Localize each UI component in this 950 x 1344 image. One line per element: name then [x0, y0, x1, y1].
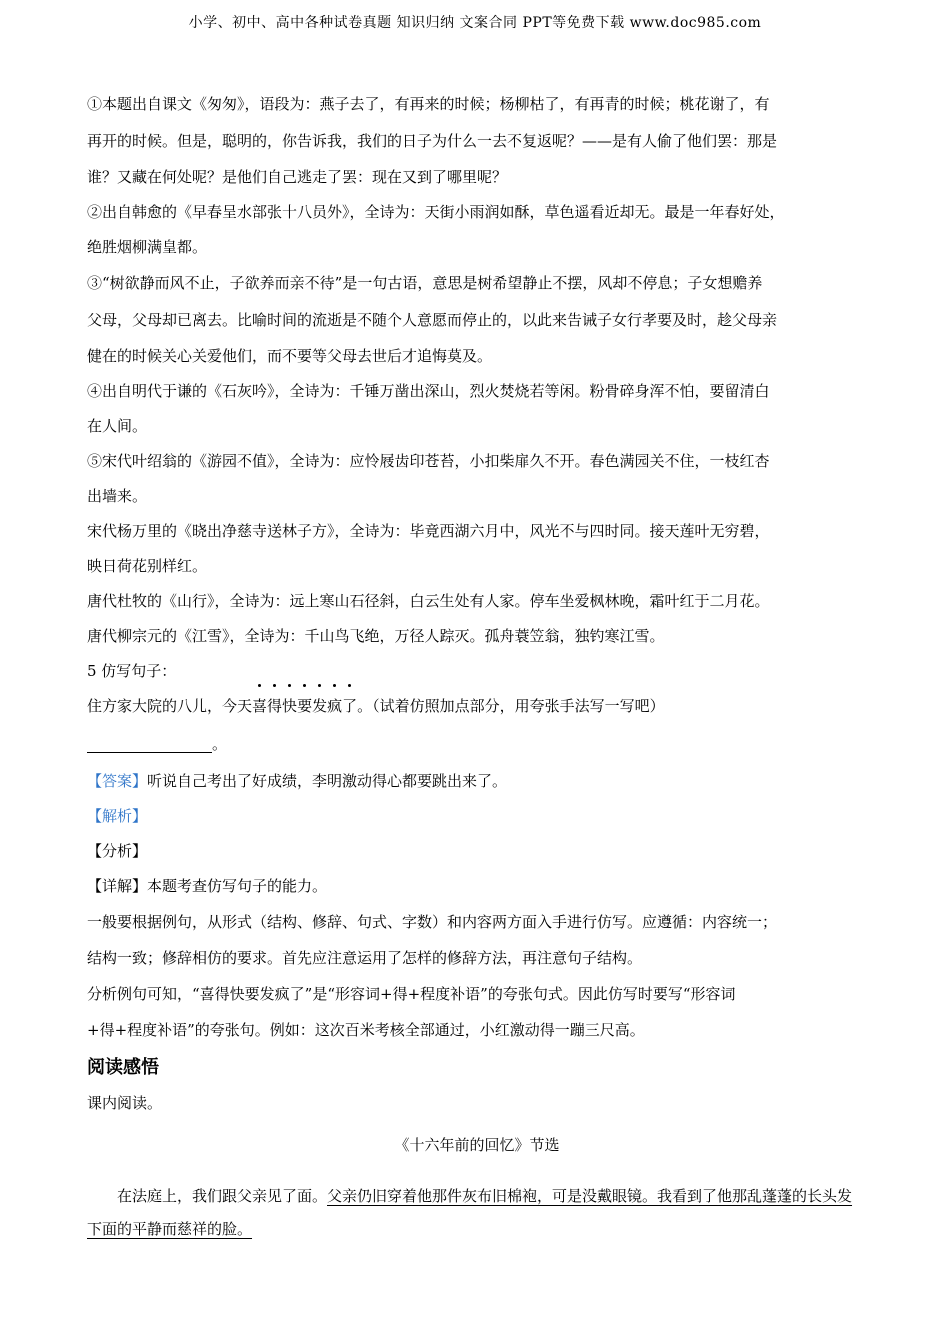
- dotted-char: 疯: [327, 689, 342, 724]
- fenxi-line: 【分析】: [87, 842, 148, 860]
- text-line: ①本题出自课文《匆匆》，语段为：燕子去了，有再来的时候；杨柳枯了，有再青的时候；桃花谢了，有: [87, 95, 770, 113]
- explanation-line: 结构一致；修辞相仿的要求。首先应注意运用了怎样的修辞方法，再注意句子结构。: [87, 949, 643, 967]
- text-line: 唐代柳宗元的《江雪》，全诗为：千山鸟飞绝，万径人踪灭。孤舟蓑笠翁，独钓寒江雪。: [87, 627, 665, 645]
- explanation-line: 一般要根据例句，从形式（结构、修辞、句式、字数）和内容两方面入手进行仿写。应遵循：内容统一；: [87, 913, 778, 931]
- dotted-char: 快: [282, 689, 297, 724]
- text-line: 宋代杨万里的《晓出净慈寺送林子方》，全诗为：毕竟西湖六月中，风光不与四时同。接天莲叶无穷碧，: [87, 522, 770, 540]
- detail-line: [87, 869, 867, 904]
- question-title: 5 仿写句子：: [87, 662, 177, 680]
- dotted-char: 喜: [252, 689, 267, 724]
- explanation-line: +得+程度补语”的夸张句。例如：这次百米考核全部通过，小红激动得一蹦三尺高。: [87, 1021, 645, 1039]
- explanation-line: 分析例句可知，“喜得快要发疯了”是“形容词+得+程度补语”的夸张句式。因此仿写时要写“形容词: [87, 985, 736, 1003]
- dotted-char: 发: [312, 689, 327, 724]
- analysis-tag: 【解析】: [87, 807, 148, 825]
- text-line: ③“树欲静而风不止，子欲养而亲不待”是一句古语，意思是树希望静止不摆，风却不停息；子女想赡养: [87, 274, 763, 292]
- text-line: 再开的时候。但是，聪明的，你告诉我，我们的日子为什么一去不复返呢？——是有人偷了他们罢：那是: [87, 132, 778, 150]
- analysis-tag-line: [87, 799, 867, 834]
- section-title: 阅读感悟: [87, 1057, 159, 1078]
- passage-plain-text: 在法庭上，我们跟父亲见了面。: [117, 1187, 328, 1205]
- detail-tag: 【详解】: [87, 877, 148, 895]
- sentence-end: 。（试着仿照加点部分，用夸张手法写一写吧）: [357, 697, 665, 715]
- sentence-start: 住方家大院的八儿，今天: [87, 697, 253, 715]
- passage-title: 《十六年前的回忆》节选: [394, 1136, 560, 1154]
- dotted-char: 了: [342, 689, 357, 724]
- dotted-char: 得: [267, 689, 282, 724]
- text-line: 绝胜烟柳满皇都。: [87, 238, 208, 256]
- dotted-char: 要: [297, 689, 312, 724]
- text-line: 在人间。: [87, 417, 148, 435]
- answer-text: 听说自己考出了好成绩，李明激动得心都要跳出来了。: [147, 772, 508, 790]
- text-line: 谁？又藏在何处呢？是他们自己逃走了罢：现在又到了哪里呢？: [87, 168, 508, 186]
- blank-period: 。: [212, 735, 228, 753]
- document-body: [87, 86, 867, 1246]
- answer-blank-line: [87, 724, 867, 764]
- page-header: 小学、初中、高中各种试卷真题 知识归纳 文案合同 PPT等免费下载 www.doc985.com: [188, 15, 762, 31]
- text-line: ⑤宋代叶绍翁的《游园不值》，全诗为：应怜屐齿印苍苔，小扣柴扉久不开。春色满园关不住，一枝红杏: [87, 452, 770, 470]
- text-line: 出墙来。: [87, 487, 148, 505]
- passage-paragraph: [87, 1180, 867, 1246]
- text-line: ④出自明代于谦的《石灰吟》，全诗为：千锤万凿出深山，烈火焚烧若等闲。粉骨碎身浑不怕，要留清白: [87, 382, 770, 400]
- text-line: 唐代杜牧的《山行》，全诗为：远上寒山石径斜，白云生处有人家。停车坐爱枫林晚，霜叶红于二月花。: [87, 592, 770, 610]
- detail-text: 本题考查仿写句子的能力。: [147, 877, 328, 895]
- text-line: 父母，父母却已离去。比喻时间的流逝是不随个人意愿而停止的，以此来告诫子女行孝要及时，趁父母亲: [87, 311, 778, 329]
- answer-line: [87, 764, 867, 799]
- text-line: 映日荷花别样红。: [87, 557, 208, 575]
- text-line: 健在的时候关心关爱他们，而不要等父母去世后才追悔莫及。: [87, 347, 493, 365]
- answer-tag: 【答案】: [87, 772, 148, 790]
- reading-intro: 课内阅读。: [87, 1094, 163, 1112]
- text-line: ②出自韩愈的《早春呈水部张十八员外》，全诗为：天街小雨润如酥，草色遥看近却无。最是一年春好处，: [87, 203, 785, 221]
- answer-blank[interactable]: [87, 734, 212, 753]
- question-sentence: [87, 689, 867, 724]
- passage-underlined-text: 父亲仍旧穿着他那件灰布旧棉袍，可是没戴眼镜。我看到了他那乱蓬蓬的长头发下面的平静而慈祥的脸。: [87, 1187, 853, 1238]
